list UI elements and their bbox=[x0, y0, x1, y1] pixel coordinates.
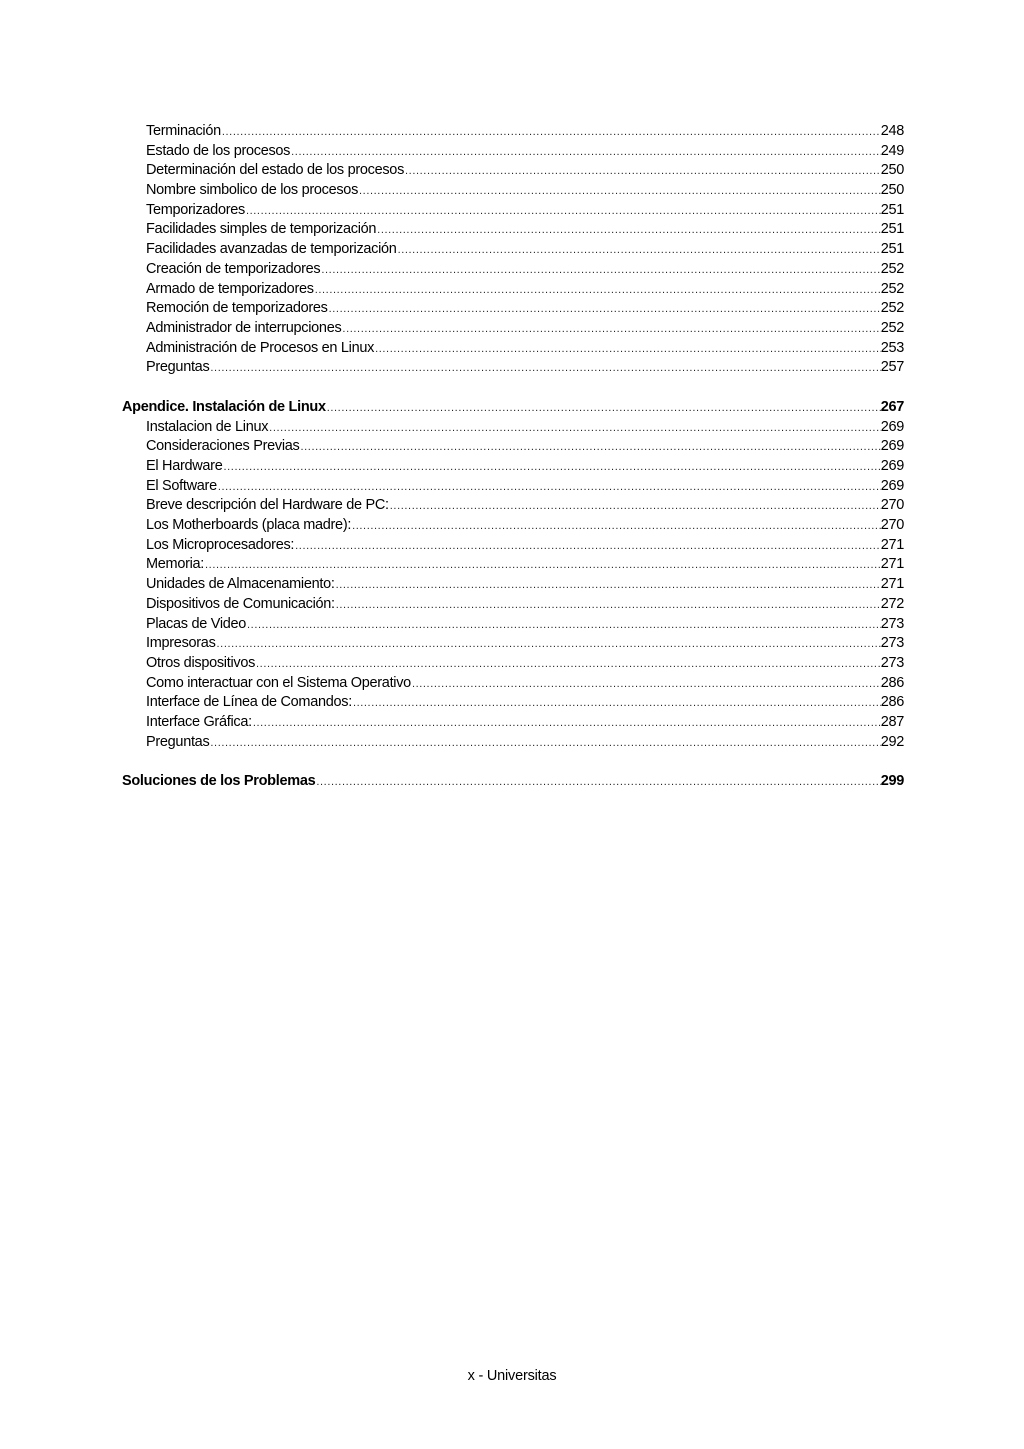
toc-entry-title: Terminación bbox=[146, 123, 221, 139]
toc-entry-page-number: 251 bbox=[880, 241, 904, 258]
toc-entry[interactable] bbox=[122, 122, 904, 142]
toc-entry[interactable] bbox=[122, 595, 904, 615]
toc-entry-page-number: 251 bbox=[880, 201, 904, 218]
toc-entry-title: Los Motherboards (placa madre): bbox=[146, 517, 352, 534]
dot-leader bbox=[389, 497, 881, 516]
toc-entry-page-number: 248 bbox=[880, 123, 904, 139]
toc-entry-page-number: 252 bbox=[880, 319, 904, 336]
toc-entry-page-number: 250 bbox=[880, 162, 904, 179]
toc-entry[interactable] bbox=[122, 339, 904, 359]
toc-entry-title: Facilidades avanzadas de temporización bbox=[146, 241, 397, 258]
dot-leader bbox=[217, 478, 881, 497]
table-of-contents bbox=[122, 122, 904, 792]
toc-entry-page-number: 252 bbox=[880, 300, 904, 317]
dot-leader bbox=[294, 537, 881, 556]
toc-entry[interactable] bbox=[122, 693, 904, 713]
dot-leader bbox=[411, 675, 881, 694]
toc-entry[interactable] bbox=[122, 418, 904, 438]
dot-leader bbox=[209, 359, 880, 378]
toc-entry[interactable] bbox=[122, 220, 904, 240]
toc-entry-title: Consideraciones Previas bbox=[146, 438, 300, 455]
toc-entry-page-number: 267 bbox=[880, 398, 904, 415]
toc-entry-page-number: 287 bbox=[880, 713, 904, 730]
dot-leader bbox=[320, 261, 880, 280]
toc-entry-page-number: 269 bbox=[880, 438, 904, 455]
toc-entry[interactable] bbox=[122, 142, 904, 162]
dot-leader bbox=[245, 202, 881, 221]
toc-entry[interactable] bbox=[122, 496, 904, 516]
toc-entry-title: Facilidades simples de temporización bbox=[146, 221, 377, 238]
toc-entry-page-number: 299 bbox=[880, 773, 904, 790]
dot-leader bbox=[351, 517, 881, 536]
dot-leader bbox=[221, 123, 881, 142]
toc-entry-page-number: 269 bbox=[880, 477, 904, 494]
toc-entry-page-number: 270 bbox=[880, 497, 904, 514]
toc-entry-title: Interface Gráfica: bbox=[146, 713, 252, 730]
toc-entry-page-number: 273 bbox=[880, 615, 904, 632]
dot-leader bbox=[204, 556, 881, 575]
toc-entry-page-number: 273 bbox=[880, 635, 904, 652]
toc-chapter-entry[interactable] bbox=[122, 398, 904, 418]
toc-entry-title: Remoción de temporizadores bbox=[146, 300, 328, 317]
toc-entry[interactable] bbox=[122, 201, 904, 221]
toc-entry[interactable] bbox=[122, 181, 904, 201]
toc-entry-title: Administrador de interrupciones bbox=[146, 319, 342, 336]
toc-entry-page-number: 271 bbox=[880, 576, 904, 593]
toc-entry-page-number: 286 bbox=[880, 694, 904, 711]
toc-entry[interactable] bbox=[122, 536, 904, 556]
toc-entry-title: Interface de Línea de Comandos: bbox=[146, 694, 352, 711]
toc-entry-page-number: 270 bbox=[880, 517, 904, 534]
toc-entry-title: El Hardware bbox=[146, 458, 223, 474]
dot-leader bbox=[335, 576, 881, 595]
dot-leader bbox=[222, 458, 880, 477]
toc-entry-title: Breve descripción del Hardware de PC: bbox=[146, 497, 389, 514]
toc-entry-page-number: 251 bbox=[880, 221, 904, 238]
toc-entry-title: Creación de temporizadores bbox=[146, 260, 321, 277]
toc-entry-title: Nombre simbolico de los procesos bbox=[146, 182, 359, 199]
toc-entry-page-number: 286 bbox=[880, 674, 904, 691]
toc-entry[interactable] bbox=[122, 516, 904, 536]
toc-entry[interactable] bbox=[122, 477, 904, 497]
toc-entry-title: Memoria: bbox=[146, 556, 205, 573]
toc-entry-title: Administración de Procesos en Linux bbox=[146, 339, 375, 356]
toc-entry-title: Estado de los procesos bbox=[146, 142, 291, 159]
dot-leader bbox=[268, 419, 881, 438]
toc-entry-title: Impresoras bbox=[146, 635, 216, 652]
toc-entry-title: Preguntas bbox=[146, 359, 210, 376]
dot-leader bbox=[300, 438, 881, 457]
toc-entry[interactable] bbox=[122, 615, 904, 635]
toc-entry-title: Unidades de Almacenamiento: bbox=[146, 576, 335, 593]
toc-entry-page-number: 273 bbox=[880, 654, 904, 671]
toc-entry[interactable] bbox=[122, 299, 904, 319]
dot-leader bbox=[341, 320, 880, 339]
toc-entry-title: Determinación del estado de los procesos bbox=[146, 162, 405, 179]
toc-entry[interactable] bbox=[122, 457, 904, 477]
toc-entry-page-number: 253 bbox=[880, 339, 904, 356]
toc-entry-title: Los Microprocesadores: bbox=[146, 536, 295, 553]
toc-entry-page-number: 252 bbox=[880, 260, 904, 277]
dot-leader bbox=[335, 596, 881, 615]
toc-entry-title: Placas de Video bbox=[146, 615, 247, 632]
toc-entry-title: Soluciones de los Problemas bbox=[122, 773, 316, 790]
toc-entry-title: Instalacion de Linux bbox=[146, 418, 269, 435]
dot-leader bbox=[255, 655, 881, 674]
toc-entry[interactable] bbox=[122, 654, 904, 674]
dot-leader bbox=[252, 714, 881, 733]
toc-entry-page-number: 271 bbox=[880, 536, 904, 553]
toc-entry[interactable] bbox=[122, 713, 904, 733]
dot-leader bbox=[376, 221, 881, 240]
toc-entry[interactable] bbox=[122, 437, 904, 457]
dot-leader bbox=[328, 300, 881, 319]
dot-leader bbox=[314, 281, 881, 300]
toc-chapter-entry[interactable] bbox=[122, 772, 904, 792]
toc-entry[interactable] bbox=[122, 280, 904, 300]
toc-entry-title: Preguntas bbox=[146, 733, 210, 750]
toc-entry[interactable] bbox=[122, 358, 904, 378]
toc-entry-page-number: 269 bbox=[880, 458, 904, 474]
dot-leader bbox=[209, 734, 880, 753]
toc-entry[interactable] bbox=[122, 733, 904, 753]
toc-entry-page-number: 272 bbox=[880, 595, 904, 612]
toc-entry-page-number: 269 bbox=[880, 418, 904, 435]
toc-entry-title: Temporizadores bbox=[146, 201, 245, 218]
toc-entry-title: Armado de temporizadores bbox=[146, 280, 314, 297]
toc-entry-page-number: 249 bbox=[880, 142, 904, 159]
toc-entry[interactable] bbox=[122, 674, 904, 694]
toc-entry-page-number: 257 bbox=[880, 359, 904, 376]
toc-entry-title: Dispositivos de Comunicación: bbox=[146, 595, 335, 612]
dot-leader bbox=[404, 162, 881, 181]
dot-leader bbox=[326, 399, 881, 418]
dot-leader bbox=[315, 773, 880, 792]
toc-entry[interactable] bbox=[122, 240, 904, 260]
toc-entry[interactable] bbox=[122, 575, 904, 595]
dot-leader bbox=[246, 616, 881, 635]
dot-leader bbox=[358, 182, 881, 201]
toc-entry[interactable] bbox=[122, 260, 904, 280]
toc-entry-page-number: 271 bbox=[880, 556, 904, 573]
page-footer: x - Universitas bbox=[467, 1368, 557, 1384]
dot-leader bbox=[216, 635, 881, 654]
dot-leader bbox=[374, 340, 881, 359]
dot-leader bbox=[290, 143, 881, 162]
toc-entry-page-number: 292 bbox=[880, 733, 904, 750]
toc-entry-title: Otros dispositivos bbox=[146, 654, 256, 671]
toc-entry-page-number: 252 bbox=[880, 280, 904, 297]
toc-entry-title: Apendice. Instalación de Linux bbox=[122, 398, 326, 415]
toc-entry-title: El Software bbox=[146, 477, 217, 494]
toc-entry[interactable] bbox=[122, 161, 904, 181]
toc-entry[interactable] bbox=[122, 634, 904, 654]
dot-leader bbox=[352, 694, 881, 713]
dot-leader bbox=[397, 241, 881, 260]
toc-entry[interactable] bbox=[122, 319, 904, 339]
toc-entry[interactable] bbox=[122, 555, 904, 575]
toc-entry-page-number: 250 bbox=[880, 182, 904, 199]
toc-entry-title: Como interactuar con el Sistema Operativo bbox=[146, 674, 411, 691]
